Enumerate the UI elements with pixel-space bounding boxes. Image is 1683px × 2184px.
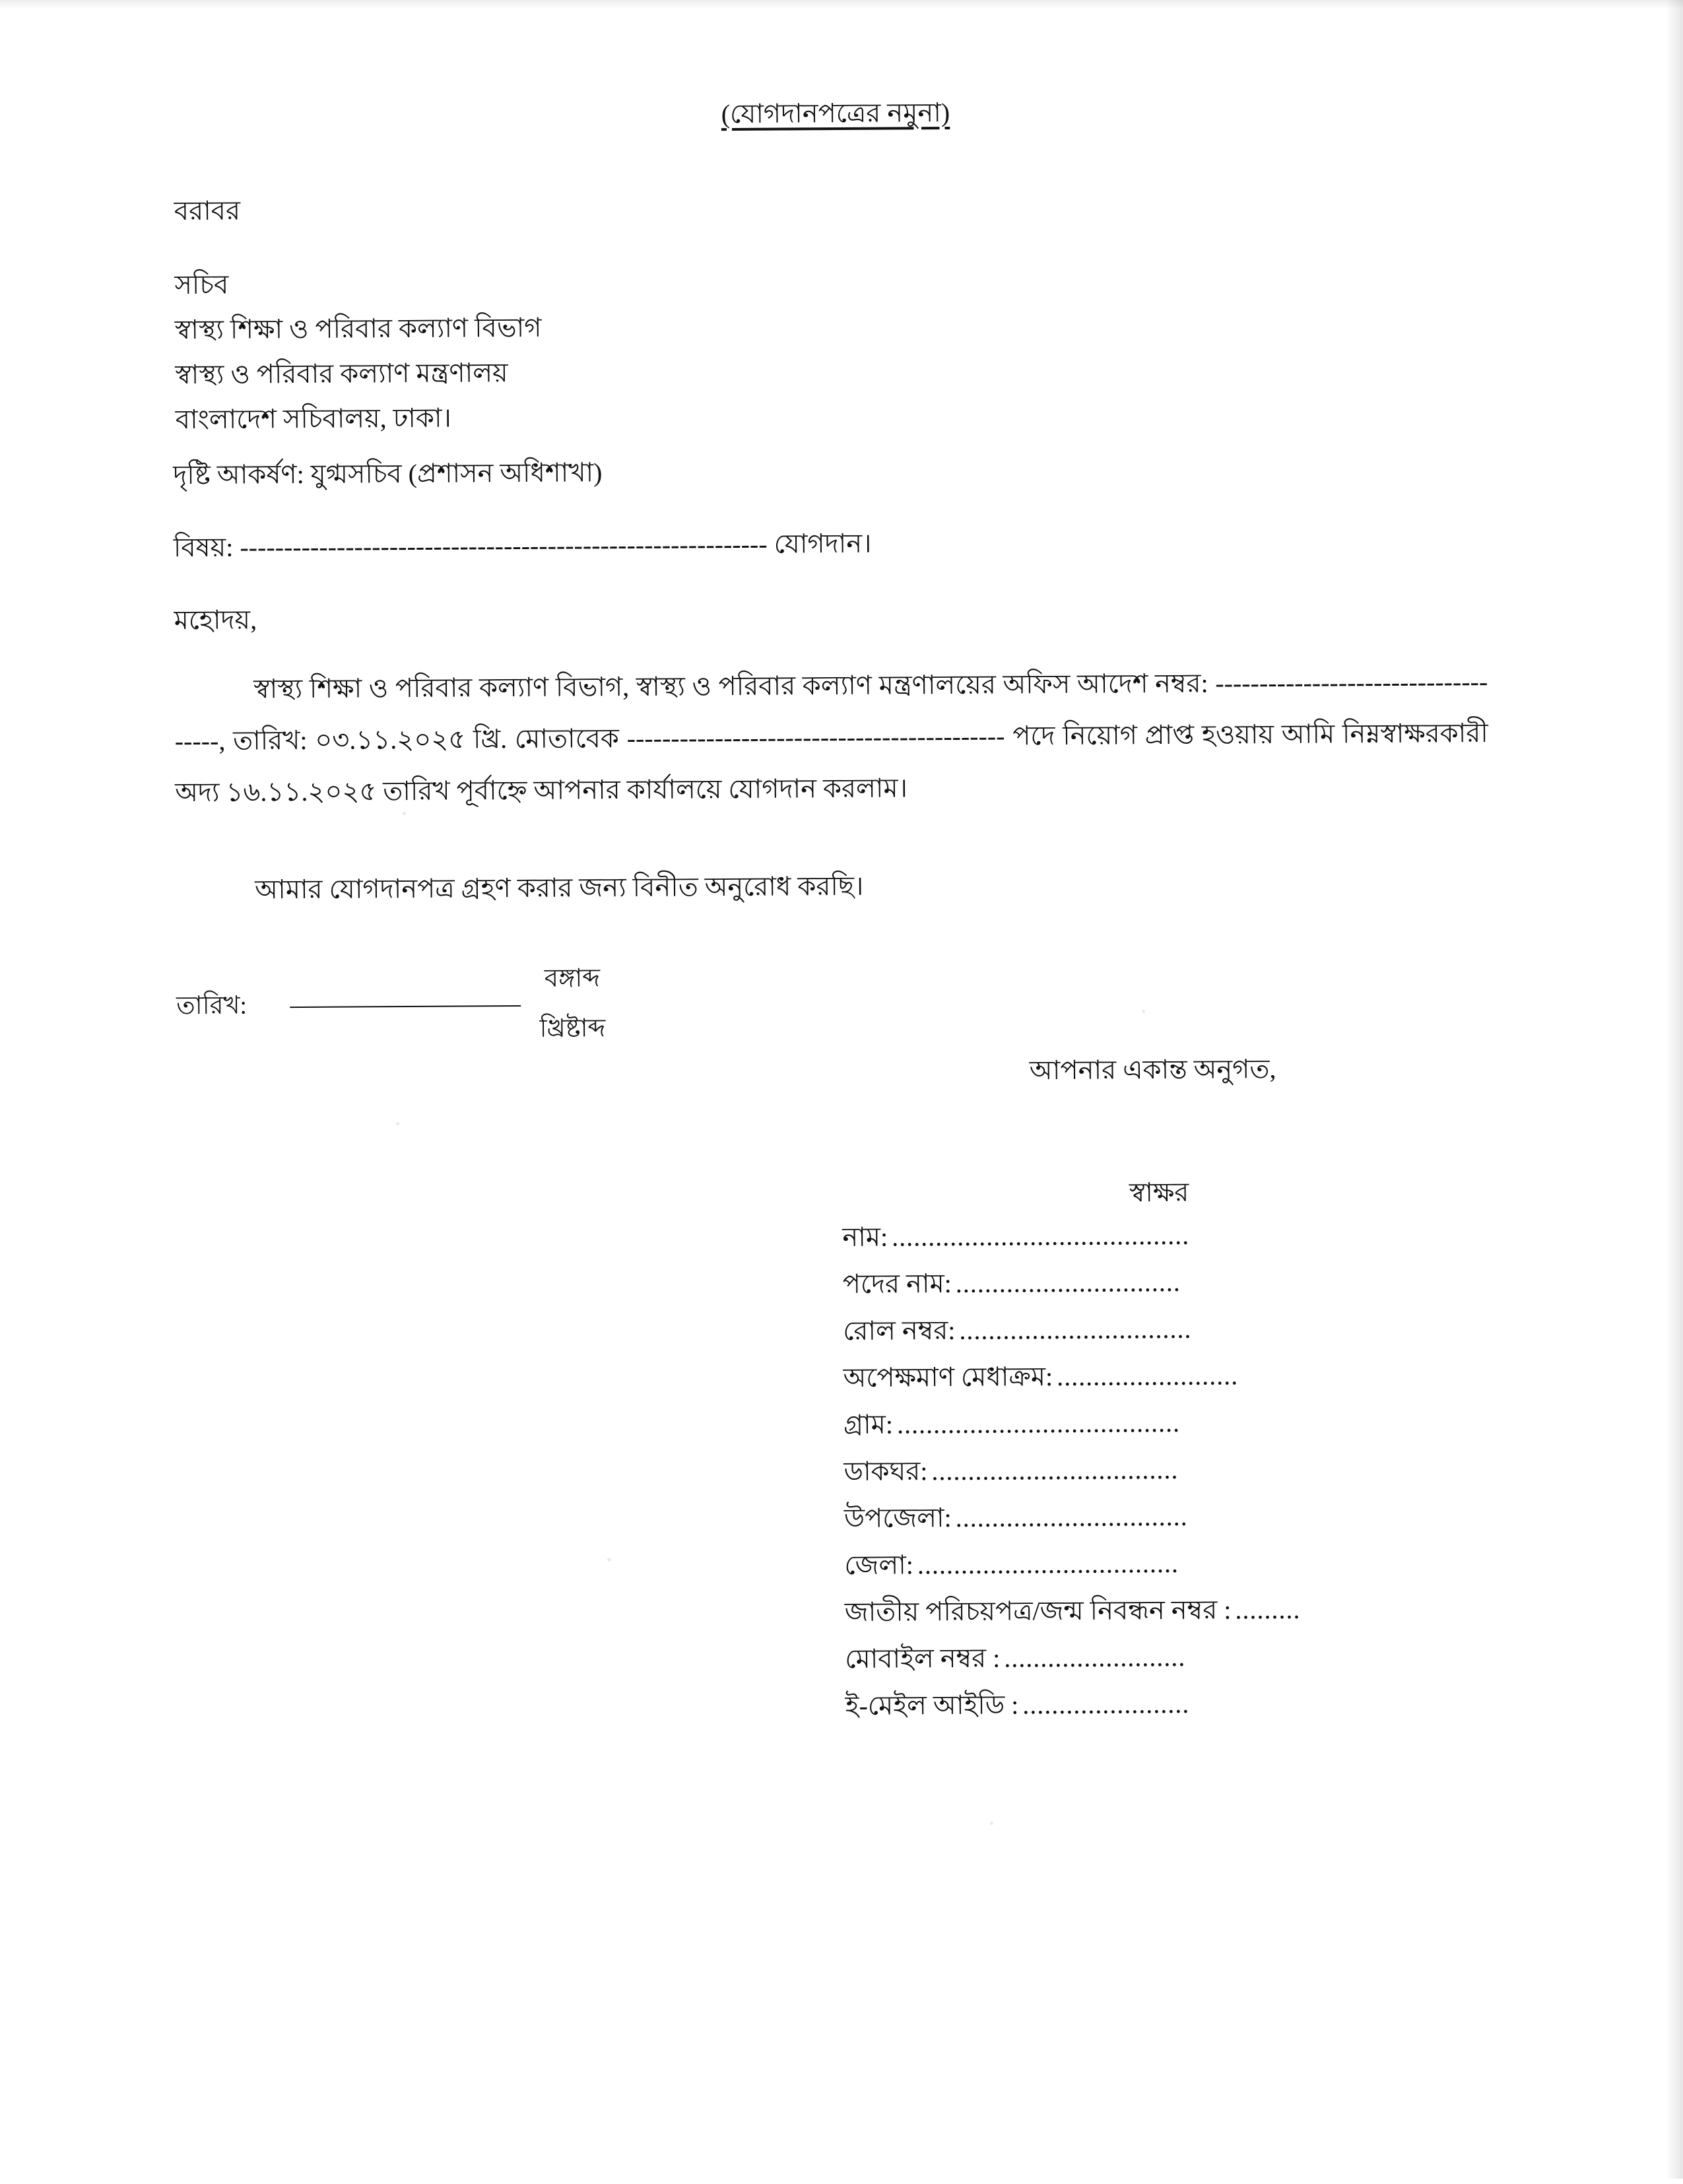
- field-row: [845, 1690, 1302, 1740]
- document-title: (যোগদানপত্রের নমুনা): [721, 97, 950, 129]
- field-label: অপেক্ষমাণ মেধাক্রম:: [843, 1362, 1053, 1393]
- field-row: [843, 1456, 1300, 1506]
- request-paragraph-wrapper: [176, 857, 1489, 915]
- addressee-line: স্বাস্থ্য শিক্ষা ও পরিবার কল্যাণ বিভাগ: [174, 312, 542, 345]
- field-label: নাম:: [842, 1222, 888, 1252]
- addressee-prefix: বরাবর: [174, 195, 241, 226]
- signature-label: স্বাক্ষর: [1129, 1177, 1189, 1208]
- field-blank: .......................................: [896, 1407, 1181, 1439]
- year-bangla-label: বঙ্গাব্দ: [544, 964, 601, 993]
- field-row: [843, 1362, 1300, 1412]
- field-blank: .........................................: [892, 1220, 1190, 1252]
- field-row: [842, 1222, 1298, 1271]
- closing-line: আপনার একান্ত অনুগত,: [1029, 1053, 1276, 1086]
- signatory-fields: [842, 1222, 1301, 1740]
- field-blank: .........................: [1057, 1360, 1239, 1392]
- field-row: [844, 1550, 1300, 1599]
- field-label: ই-মেইল আইডি :: [845, 1690, 1019, 1721]
- body-paragraph-wrapper: [174, 656, 1488, 818]
- field-blank: ....................................: [917, 1548, 1179, 1580]
- field-row: [843, 1269, 1299, 1318]
- field-label: জেলা:: [844, 1550, 914, 1580]
- field-blank: ..................................: [931, 1454, 1179, 1486]
- field-label: মোবাইল নম্বর :: [845, 1643, 1001, 1674]
- field-row: [844, 1503, 1300, 1552]
- field-label: পদের নাম:: [842, 1268, 952, 1299]
- addressee-block: [174, 261, 542, 442]
- addressee-line: সচিব: [174, 269, 229, 300]
- field-blank: ................................: [959, 1313, 1192, 1345]
- field-label: ডাকঘর:: [843, 1456, 928, 1486]
- field-blank: ...............................: [955, 1267, 1181, 1298]
- date-blank-rule: [290, 1005, 521, 1008]
- field-row: [843, 1409, 1300, 1459]
- field-blank: .........: [1235, 1594, 1301, 1625]
- body-paragraph: স্বাস্থ্য শিক্ষা ও পরিবার কল্যাণ বিভাগ, স্বাস্থ্য ও পরিবার কল্যাণ মন্ত্রণালয়ের অফিস আদেশ নম্বর: ------------------------------------, তারিখ: ০৩.১১.২০২৫ খ্রি. মোতাবেক ------------------------------------------- পদে নিয়োগ প্রাপ্ত হওয়ায় আমি নিম্নস্বাক্ষরকারী অদ্য ১৬.১১.২০২৫ তারিখ পূর্বাহ্নে আপনার কার্যালয়ে যোগদান করলাম।: [174, 667, 1488, 808]
- subject-line: বিষয়: ------------------------------------------------------------ যোগদান।: [173, 528, 872, 563]
- date-label: তারিখ:: [176, 991, 248, 1020]
- year-christian-label: খ্রিষ্টাব্দ: [539, 1014, 606, 1043]
- request-paragraph: আমার যোগদানপত্র গ্রহণ করার জন্য বিনীত অনুরোধ করছি।: [255, 871, 864, 905]
- field-label: জাতীয় পরিচয়পত্র/জন্ম নিবন্ধন নম্বর :: [844, 1595, 1232, 1627]
- field-label: গ্রাম:: [843, 1409, 894, 1439]
- field-row: [843, 1315, 1299, 1365]
- field-blank: .......................: [1022, 1688, 1190, 1720]
- salutation: মহোদয়,: [174, 605, 257, 636]
- field-label: রোল নম্বর:: [843, 1315, 956, 1346]
- field-blank: ................................: [955, 1501, 1188, 1533]
- field-row: [845, 1643, 1301, 1693]
- field-label: উপজেলা:: [843, 1502, 952, 1533]
- addressee-line: বাংলাদেশ সচিবালয়, ঢাকা।: [175, 403, 451, 435]
- addressee-line: স্বাস্থ্য ও পরিবার কল্যাণ মন্ত্রণালয়: [175, 358, 508, 390]
- field-row: [844, 1594, 1301, 1646]
- paragraph-indent: [176, 898, 255, 899]
- attention-line: দৃষ্টি আকর্ষণ: যুগ্মসচিব (প্রশাসন অধিশাখা): [173, 457, 603, 490]
- field-blank: .........................: [1004, 1641, 1186, 1673]
